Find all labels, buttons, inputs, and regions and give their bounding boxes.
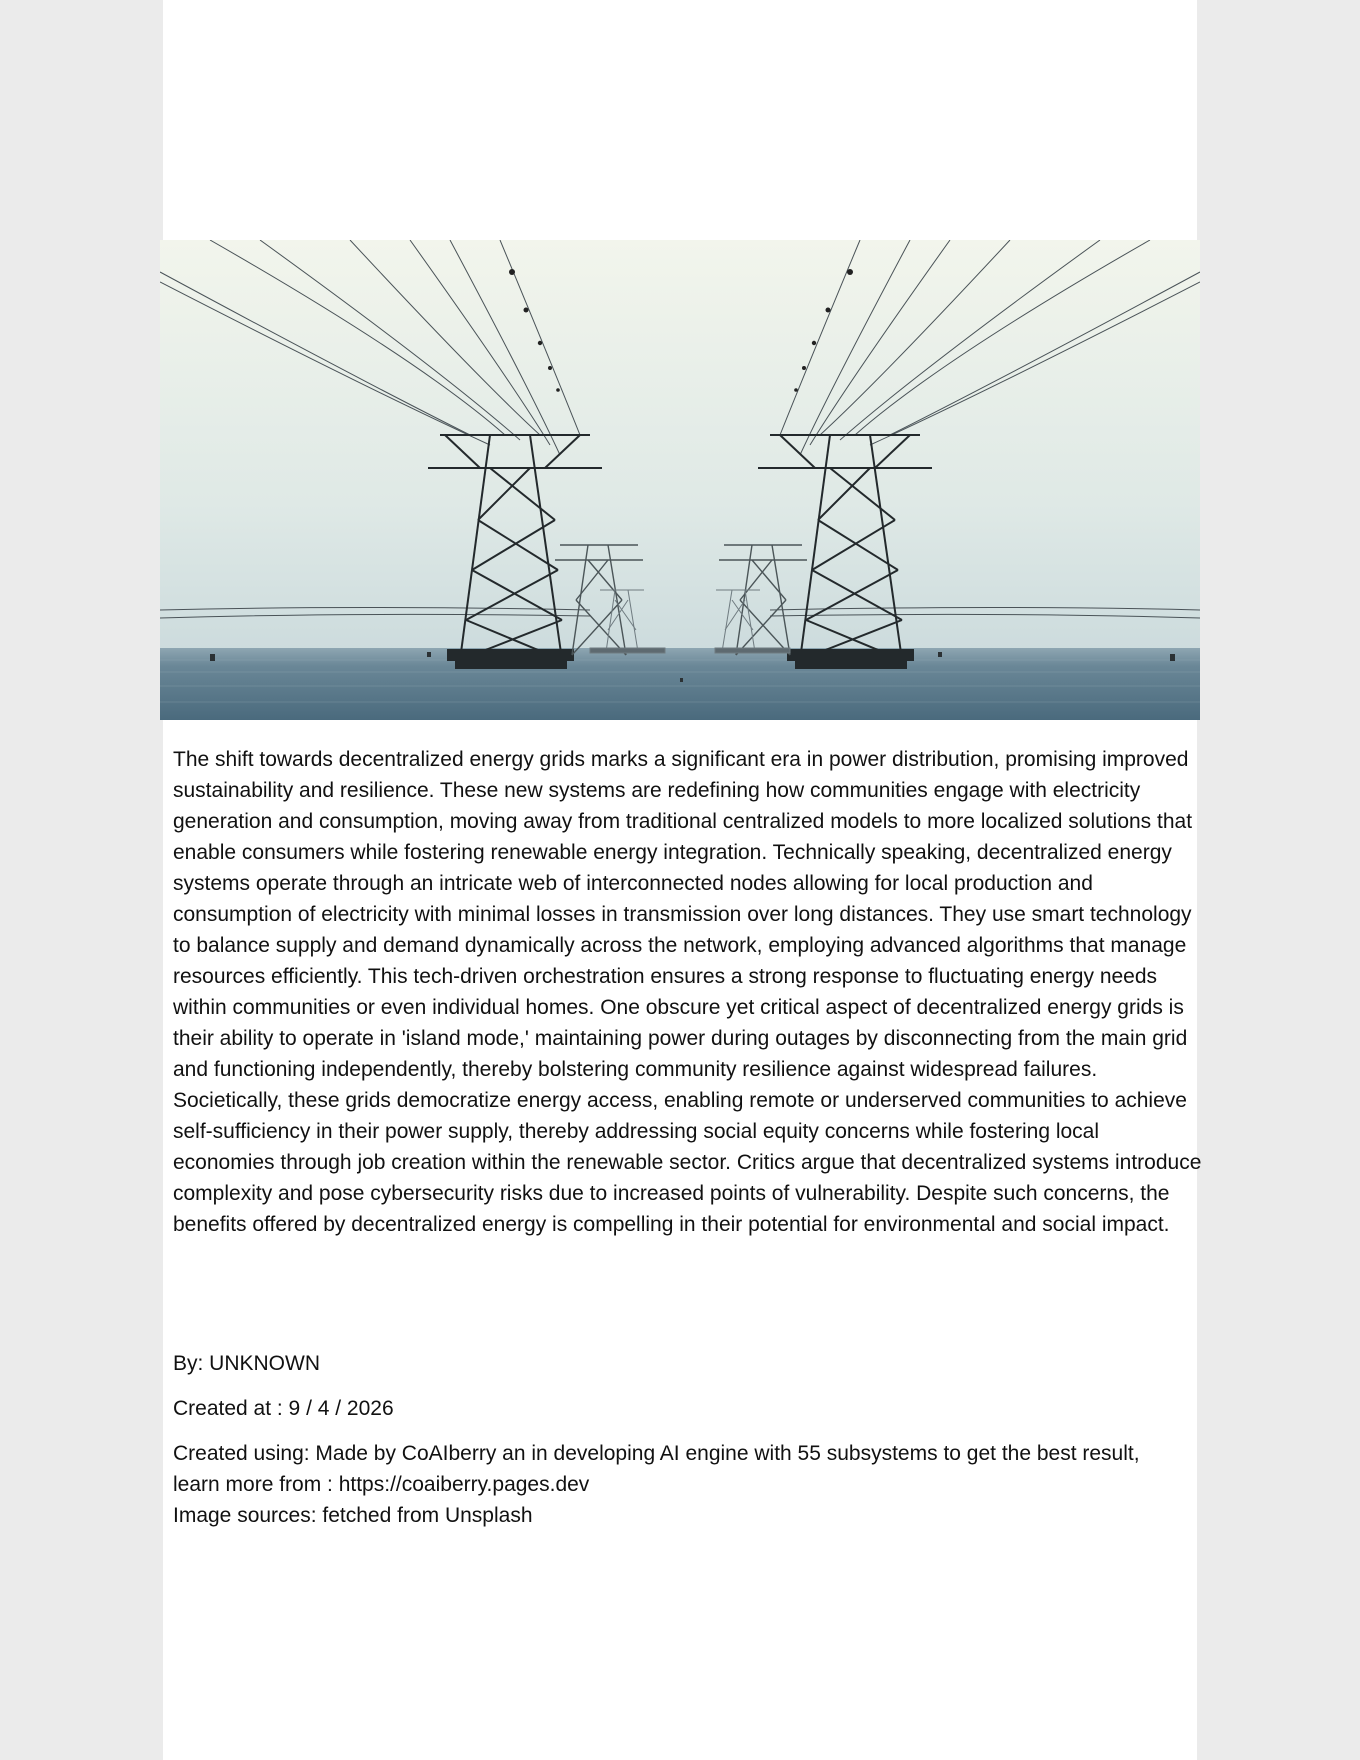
- created-date: Created at : 9 / 4 / 2026: [173, 1397, 394, 1420]
- article-body: [173, 744, 1203, 1240]
- image-sources-note: Image sources: fetched from Unsplash: [173, 1504, 533, 1527]
- document-page: [163, 0, 1202, 1760]
- created-using-note: Created using: Made by CoAIberry an in developing AI engine with 55 subsystems to get the best result, learn more from : https://coaiberry.pages.dev: [173, 1442, 1140, 1496]
- article-paragraph: The shift towards decentralized energy grids marks a significant era in power distribution, promising improved sustainability and resilience. These new systems are redefining how communities engage with electricity generation and consumption, moving away from traditional centralized models to more localized solutions that enable consumers while fostering renewable energy integration. Technically speaking, decentralized energy systems operate through an intricate web of interconnected nodes allowing for local production and consumption of electricity with minimal losses in transmission over long distances. They use smart technology to balance supply and demand dynamically across the network, employing advanced algorithms that manage resources efficiently. This tech-driven orchestration ensures a strong response to fluctuating energy needs within communities or even individual homes. One obscure yet critical aspect of decentralized energy grids is their ability to operate in 'island mode,' maintaining power during outages by disconnecting from the main grid and functioning independently, thereby bolstering community resilience against widespread failures. Societically, these grids democratize energy access, enabling remote or underserved communities to achieve self-sufficiency in their power supply, thereby addressing social equity concerns while fostering local economies through job creation within the renewable sector. Critics argue that decentralized systems introduce complexity and pose cybersecurity risks due to increased points of vulnerability. Despite such concerns, the benefits offered by decentralized energy is compelling in their potential for environmental and social impact.: [173, 748, 1202, 1236]
- hero-image: [160, 240, 1200, 720]
- author-byline: By: UNKNOWN: [173, 1352, 320, 1375]
